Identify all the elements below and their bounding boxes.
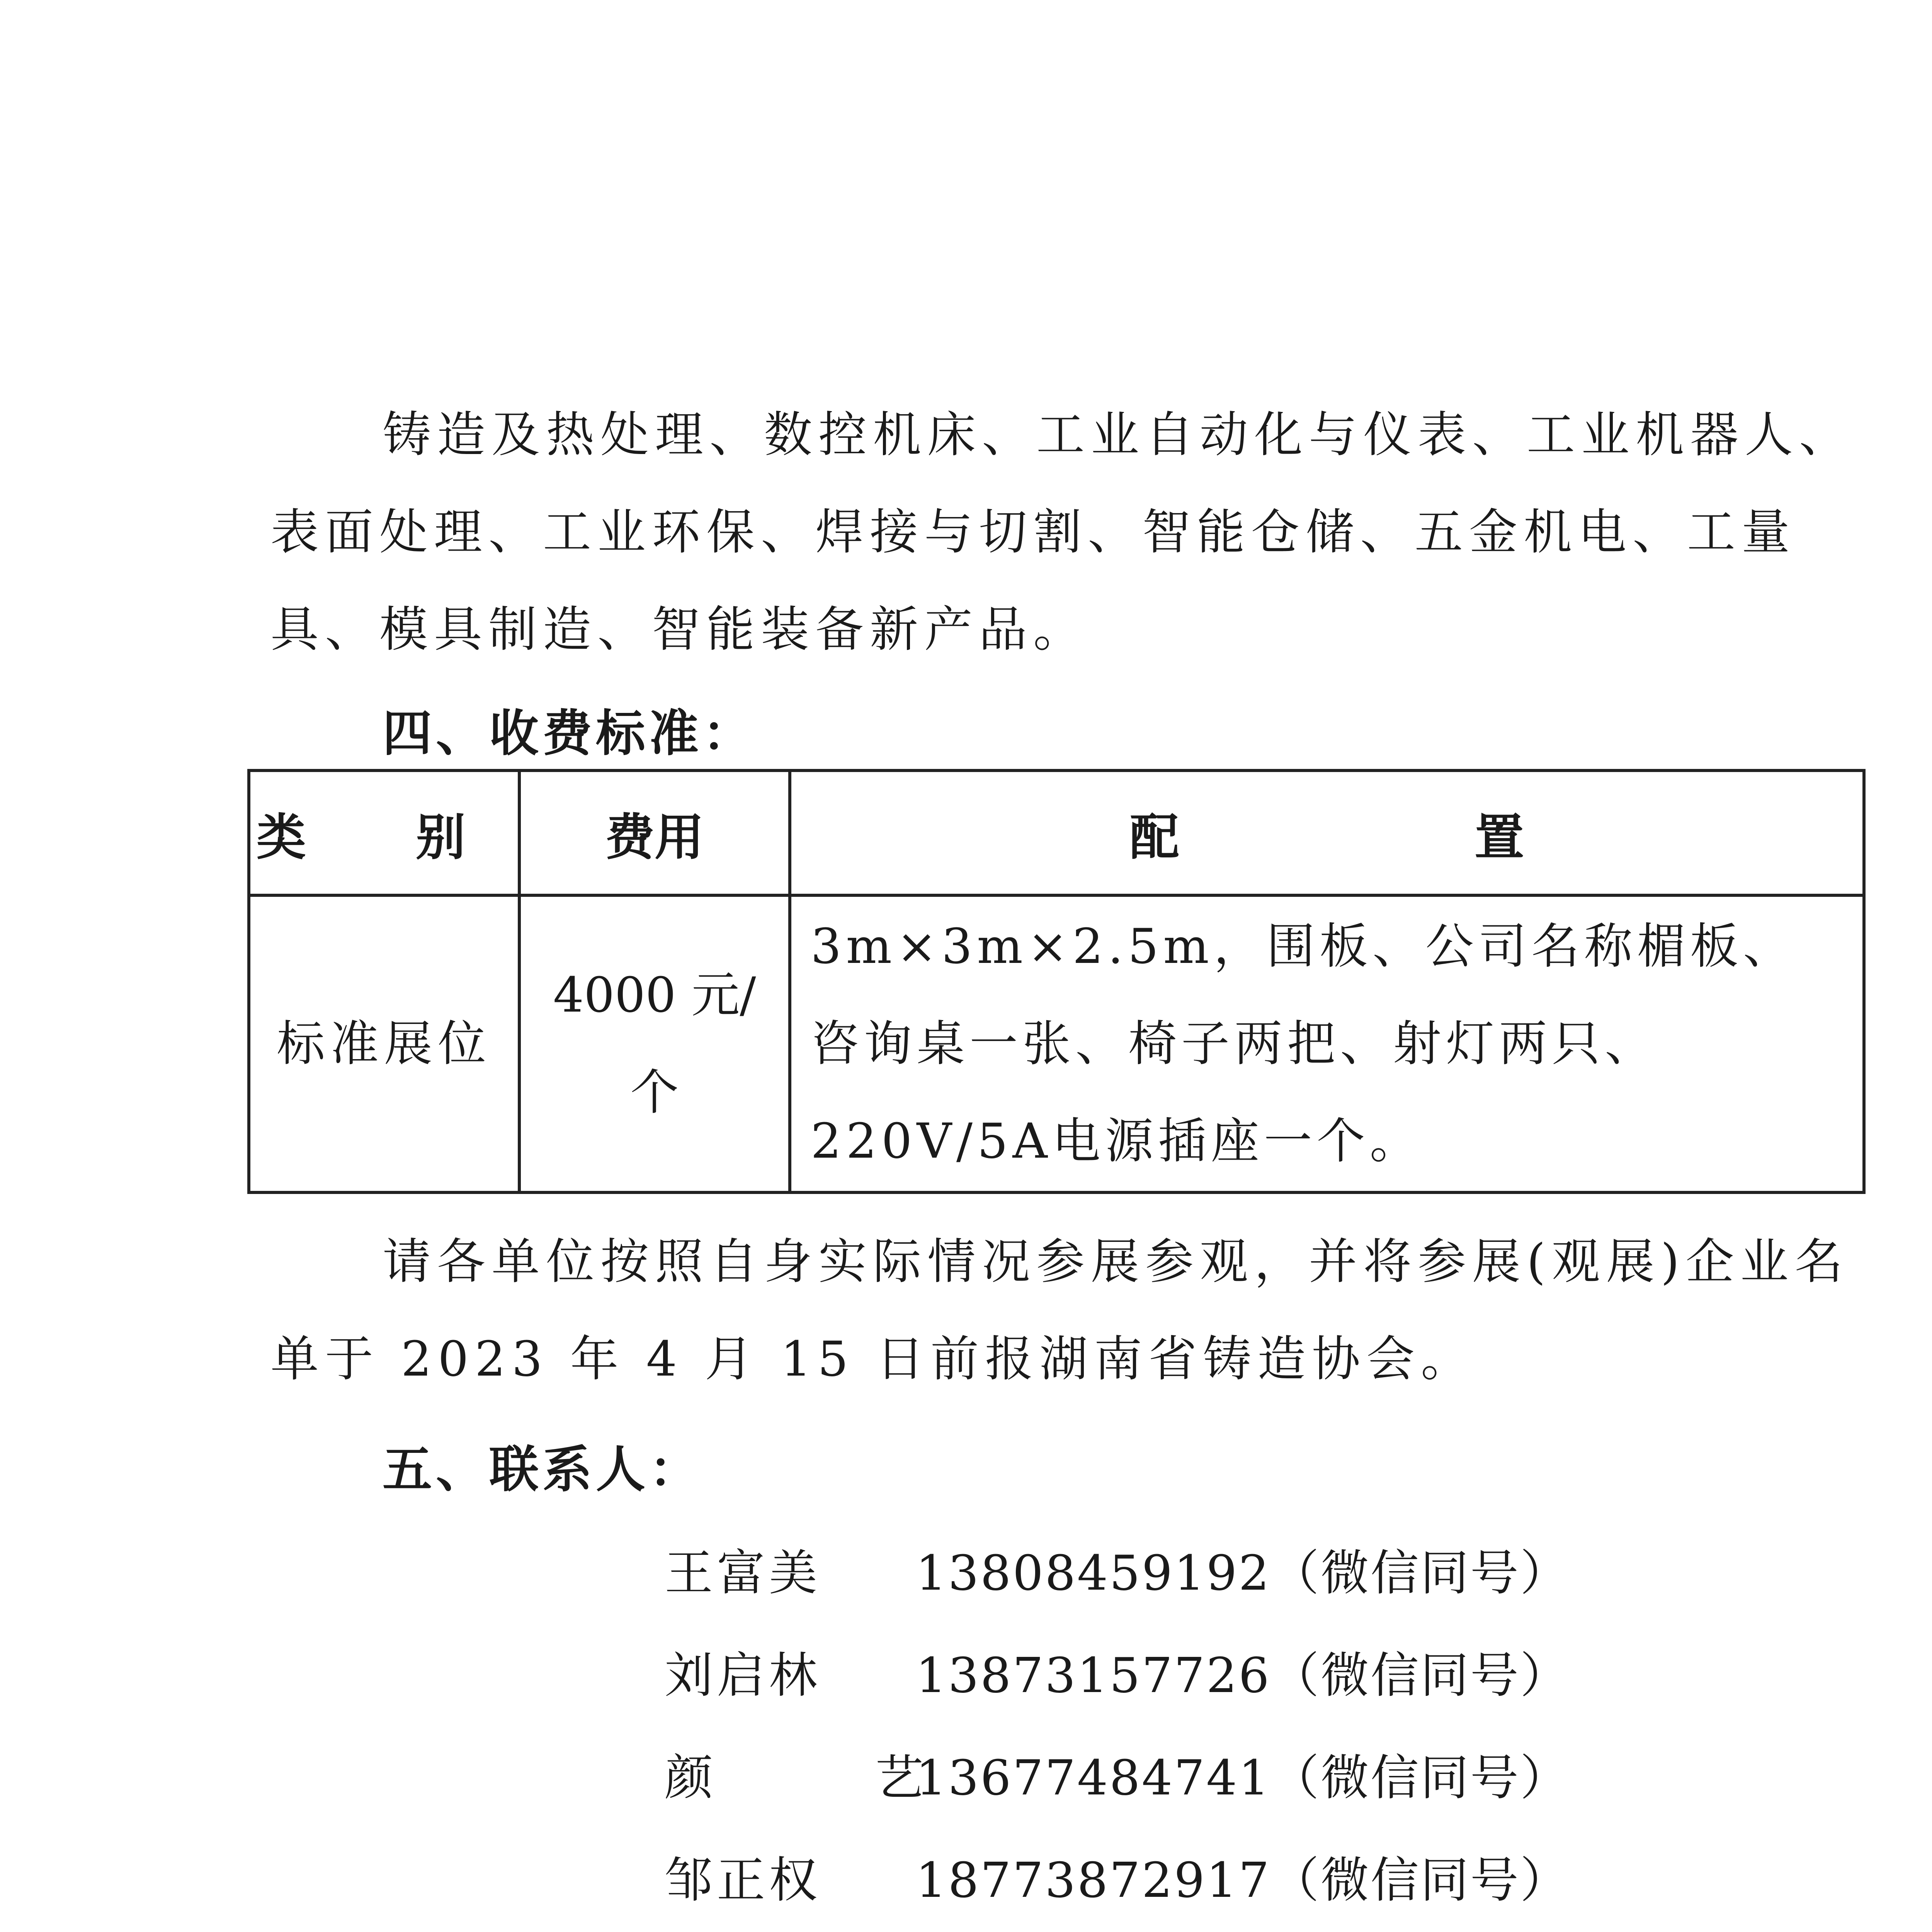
cell-config: 3m×3m×2.5m，围板、公司名称楣板、咨询桌一张、椅子两把、射灯两只、220V/5A电源插座一个。 <box>790 895 1864 1192</box>
contact-name: 刘启林 <box>665 1648 821 1704</box>
cell-fee: 4000 元/个 <box>519 895 790 1192</box>
contact-row <box>665 1534 1570 1604</box>
contact-row <box>665 1636 1570 1706</box>
contact-phone: 13808459192（微信同号） <box>916 1545 1570 1601</box>
section-heading-contacts: 五、联系人： <box>383 1441 703 1498</box>
section-heading-fees: 四、收费标准： <box>383 705 756 762</box>
contact-row <box>665 1841 1570 1911</box>
table-row <box>249 895 1864 1192</box>
exhibit-scope-paragraph: 铸造及热处理、数控机床、工业自动化与仪表、工业机器人、表面处理、工业环保、焊接与切割、智能仓储、五金机电、工量具、模具制造、智能装备新产品。 <box>270 407 1854 658</box>
contact-phone: 13873157726（微信同号） <box>916 1648 1570 1704</box>
contact-name: 邹正权 <box>665 1852 821 1908</box>
contact-row <box>665 1739 1570 1808</box>
fee-table-header-row <box>249 770 1864 895</box>
contact-phone: 13677484741（微信同号） <box>916 1750 1570 1806</box>
contact-name: 王富美 <box>665 1545 821 1601</box>
fee-table <box>247 769 1866 1194</box>
header-category: 类 别 <box>249 770 519 895</box>
notice-paragraph: 请各单位按照自身实际情况参展参观，并将参展(观展)企业名单于 2023 年 4 月 15 日前报湖南省铸造协会。 <box>270 1234 1849 1387</box>
header-config: 配 置 <box>790 770 1864 895</box>
contact-phone: 18773872917（微信同号） <box>916 1852 1570 1908</box>
header-fee: 费用 <box>519 770 790 895</box>
contact-name: 颜 艺 <box>665 1750 997 1806</box>
cell-category: 标准展位 <box>249 895 519 1192</box>
